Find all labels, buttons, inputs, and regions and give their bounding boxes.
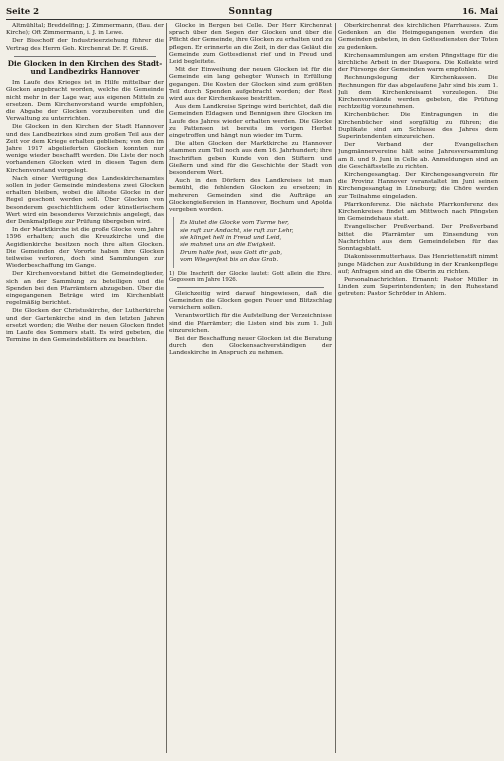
poem-line: Es läutet die Glocke vom Turme her, (180, 220, 289, 227)
news-item: Oberkirchenrat des kirchlichen Pfarrhauses. Zum Gedenken an die Heimgegangenen werden die Gemeinden gebeten, in den Gottesdiensten der Toten zu gedenken. (338, 23, 498, 51)
news-item: Evangelischer Preßverband. Der Preßverband bittet die Pfarrämter um Einsendung von Nachrichten aus dem Gemeindeleben für das Sonntagsblatt. (338, 224, 498, 253)
news-item: Kirchengesangtag. Der Kirchengesangverein für die Provinz Hannover veranstaltet im Juni seinen Kirchengesangtag in Lüneburg; die Chöre werden zur Teilnahme eingeladen. (338, 172, 498, 200)
column-divider (166, 23, 167, 753)
paragraph: Der Bisschoff der Industrieerziehung führer die Vertrag des Herrn Geh. Kirchenrat Dr. F. Greiß. (6, 38, 164, 52)
news-item: Personalnachrichten. Ernannt: Pastor Müller in Linden zum Superintendenten; in den Ruhestand getreten: Pastor Schröder in Ahlem. (338, 276, 498, 298)
paragraph: Auch in den Dörfern des Landkreises ist man bemüht, die fehlenden Glocken zu ersetzen; in mehreren Gemeinden sind die Aufträge an Glockengießereien in Hannover, Bochum und Apolda vergeben worden. (169, 178, 332, 214)
section-divider (177, 287, 324, 288)
news-item: Kirchensammlungen am ersten Pfingsttage für die kirchliche Arbeit in der Diaspora. Die Kollekte wird der Fürsorge der Gemeinden warm empfohlen. (338, 52, 498, 74)
paragraph: Die alten Glocken der Marktkirche zu Hannover stammen zum Teil noch aus dem 16. Jahrhundert; ihre Inschriften geben Kunde von den Stiftern und Gießern und sind für die Geschichte der Stadt von besonderem Wert. (169, 141, 332, 177)
paragraph: Verantwortlich für die Aufstellung der Verzeichnisse sind die Pfarrämter; die Listen sind bis zum 1. Juli einzureichen. (169, 313, 332, 334)
paragraph: Gleichzeitig wird darauf hingewiesen, daß die Gemeinden die Glocken gegen Feuer und Blitzschlag versichern sollen. (169, 290, 332, 312)
footnote: 1) Die Inschrift der Glocke lautet: Gott allein die Ehre. Gegossen im Jahre 1926. (169, 270, 332, 284)
poem-line: Drum halte fest, was Gott dir gab, (180, 249, 283, 256)
paragraph: Der Kirchenvorstand bittet die Gemeindeglieder, sich an der Sammlung zu beteiligen und die Spenden bei den Pfarrämtern abzugeben. Über die eingegangenen Beträge wird im Kirchenblatt regelmäßig berichtet. (6, 271, 164, 307)
column-3 (338, 23, 498, 753)
paragraph: Die Glocken in den Kirchen der Stadt Hannover und des Landbezirkes sind zum großen Teil aus der Zeit vor dem Kriege erhalten geblieben; von den im Jahre 1917 abgelieferten Glocken konnten nur wenige wieder beschafft werden. Die Liste der noch vorhandenen Glocken wird in diesen Tagen dem Kirchenvorstand vorgelegt. (6, 124, 164, 174)
poem-line: sie ruft zur Andacht, sie ruft zur Lehr, (180, 227, 294, 234)
paragraph: Aus dem Landkreise Springe wird berichtet, daß die Gemeinden Eldagsen und Bennigsen ihre Glocken im Laufe des Jahres wieder erhalten werden. Die Glocke zu Pattensen ist bereits im vorigen Herbst eingetroffen und hängt nun wieder im Turm. (169, 104, 332, 140)
issue-date: 16. Mai (462, 7, 498, 17)
paragraph: Nach einer Verfügung des Landeskirchenamtes sollen in jeder Gemeinde mindestens zwei Glocken erhalten bleiben, wobei die älteste Glocke in der Regel geschont werden soll. Über Glocken von besonderem geschichtlichem oder künstlerischem Wert wird ein besonderes Verzeichnis angelegt, das der Denkmalpflege zur Prüfung übergeben wird. (6, 175, 164, 225)
news-item: Der Verband der Evangelischen Jungmännervereine hält seine Jahresversammlung am 8. und 9. Juni in Celle ab. Anmeldungen sind an die Geschäftsstelle zu richten. (338, 142, 498, 170)
publication-title: Sonntag (228, 7, 273, 17)
news-item: Pfarrkonferenz. Die nächste Pfarrkonferenz des Kirchenkreises findet am Mittwoch nach Pfingsten im Gemeindehaus statt. (338, 201, 498, 223)
poem-line: sie mahnet uns an die Ewigkeit. (180, 242, 276, 249)
news-item: Diakonissenmutterhaus. Das Henriettenstift nimmt junge Mädchen zur Ausbildung in der Krankenpflege auf; Anfragen sind an die Oberin zu richten. (338, 254, 498, 275)
poem-line: sie klinget hell in Freud und Leid, (180, 235, 282, 242)
column-1 (6, 23, 164, 753)
column-divider (335, 23, 336, 753)
page-number: Seite 2 (6, 7, 39, 17)
page-header (6, 5, 498, 20)
paragraph: Bei der Beschaffung neuer Glocken ist die Beratung durch den Glockensachverständigen der Landeskirche in Anspruch zu nehmen. (169, 335, 332, 357)
paragraph: Glocke in Bergen bei Celle. Der Herr Kirchenrat sprach über den Segen der Glocken und über die Pflicht der Gemeinde, ihre Glocken zu erhalten und zu pflegen. Er erinnerte an die Zeit, in der das Geläut die Gemeinde zum Gottesdienst rief und in Freud und Leid begleitete. (169, 23, 332, 66)
poem-line: vom Wiegenfest bis an das Grab. (180, 257, 279, 264)
column-2 (169, 23, 332, 753)
section-divider (14, 56, 156, 57)
paragraph: In der Marktkirche ist die große Glocke vom Jahre 1596 erhalten; auch die Kreuzkirche und die Aegidienkirche besitzen noch ihre alten Glocken. Die Gemeinden der Vororte haben ihre Glocken teilweise verloren, doch sind Sammlungen zur Wiederbeschaffung im Gange. (6, 227, 164, 270)
paragraph: Mit der Einweihung der neuen Glocken ist für die Gemeinde ein lang gehegter Wunsch in Erfüllung gegangen. Die Kosten der Glocken sind zum größten Teil durch Spenden aufgebracht worden; der Rest wird aus der Kirchenkasse bestritten. (169, 67, 332, 103)
news-item: Rechnungslegung der Kirchenkassen. Die Rechnungen für das abgelaufene Jahr sind bis zum 1. Juli dem Kirchenkreisamt vorzulegen. Die Kirchenvorstände werden gebeten, die Prüfung rechtzeitig vorzunehmen. (338, 75, 498, 111)
article-headline: Die Glocken in den Kirchen des Stadt- und Landbezirks Hannover (7, 58, 163, 77)
paragraph: Die Glocken der Christuskirche, der Lutherkirche und der Gartenkirche sind in den letzten Jahren ersetzt worden; die Weihe der neuen Glocken findet im Laufe des Sommers statt. Es wird gebeten, die Termine in den Gemeindeblättern zu beachten. (6, 308, 164, 344)
paragraph: Im Laufe des Krieges ist in Hilfe mittelbar der Glocken angebracht worden, welche die Gemeinde nicht mehr in der Lage war, aus eigenen Mitteln zu ersetzen. Dem Kirchenvorstand wurde empfohlen, die Abgabe der Glocken vorzubereiten und die Verwaltung zu unterrichten. (6, 80, 164, 123)
paragraph: Altmühltal; Breddelfing; J. Zimmermann, (Bau. der Kirche); Oft Zimmermann, i. J. in Lewe. (6, 23, 164, 37)
news-item: Kirchenbücher. Die Eintragungen in die Kirchenbücher sind sorgfältig zu führen; die Duplikate sind am Schlusse des Jahres dem Superintendenten einzureichen. (338, 112, 498, 141)
poem-block (173, 217, 328, 267)
